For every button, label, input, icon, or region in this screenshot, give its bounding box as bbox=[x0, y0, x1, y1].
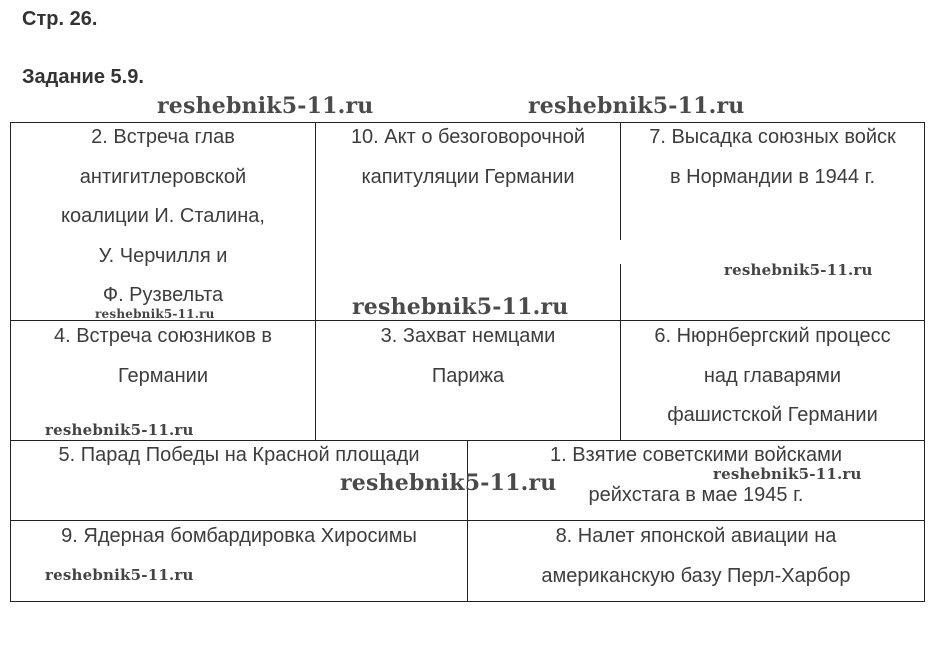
table-cell bbox=[316, 317, 620, 396]
cell-line: 2. Встреча глав bbox=[91, 126, 235, 148]
cell-line: 8. Налет японской авиации на bbox=[555, 525, 837, 547]
task-title: Задание 5.9. bbox=[22, 66, 144, 88]
cell-line: капитуляции Германии bbox=[361, 165, 575, 188]
cell-line: 4. Встреча союзников в bbox=[53, 325, 273, 347]
watermark: reshebnik5-11.ru bbox=[95, 307, 215, 321]
watermark: reshebnik5-11.ru bbox=[352, 294, 569, 320]
cell-line: коалиции И. Сталина, bbox=[61, 205, 265, 227]
page-ref: Стр. 26. bbox=[22, 8, 98, 30]
cell-line: У. Черчилля и bbox=[98, 244, 228, 267]
watermark: reshebnik5-11.ru bbox=[45, 421, 194, 439]
table-border-right bbox=[924, 122, 925, 602]
cell-line: рейхстага в мае 1945 г. bbox=[588, 483, 804, 506]
watermark: reshebnik5-11.ru bbox=[528, 93, 745, 119]
cell-line: Германии bbox=[118, 364, 208, 387]
cell-line: 9. Ядерная бомбардировка Хиросимы bbox=[61, 525, 417, 547]
cell-line: Парижа bbox=[431, 364, 505, 387]
watermark: reshebnik5-11.ru bbox=[45, 566, 194, 584]
cell-line: 10. Акт о безоговорочной bbox=[350, 126, 586, 148]
cell-line: 7. Высадка союзных войск bbox=[649, 126, 896, 148]
watermark: reshebnik5-11.ru bbox=[157, 93, 374, 119]
cell-line: антигитлеровской bbox=[79, 165, 247, 188]
cell-line: 6. Нюрнбергский процесс bbox=[654, 325, 891, 347]
cell-line: 3. Захват немцами bbox=[380, 325, 556, 347]
table-cell bbox=[11, 118, 315, 316]
cell-line: фашистской Германии bbox=[667, 404, 878, 426]
table-cell bbox=[621, 118, 924, 197]
cell-line: в Нормандии в 1944 г. bbox=[670, 165, 875, 188]
watermark: reshebnik5-11.ru bbox=[724, 261, 873, 279]
cell-line: 1. Взятие советскими войсками bbox=[549, 444, 843, 466]
watermark: reshebnik5-11.ru bbox=[713, 465, 862, 483]
table-cell bbox=[316, 118, 620, 197]
cell-line: 5. Парад Победы на Красной площади bbox=[58, 444, 420, 466]
table-cell bbox=[11, 317, 315, 396]
cell-line: Ф. Рузвельта bbox=[102, 284, 224, 306]
table-cell bbox=[468, 517, 924, 596]
cell-line: над главарями bbox=[703, 364, 842, 387]
cell-line: американскую базу Перл-Харбор bbox=[541, 564, 851, 587]
table-cell bbox=[11, 517, 467, 557]
table-cell bbox=[621, 317, 924, 436]
watermark: reshebnik5-11.ru bbox=[340, 470, 557, 496]
